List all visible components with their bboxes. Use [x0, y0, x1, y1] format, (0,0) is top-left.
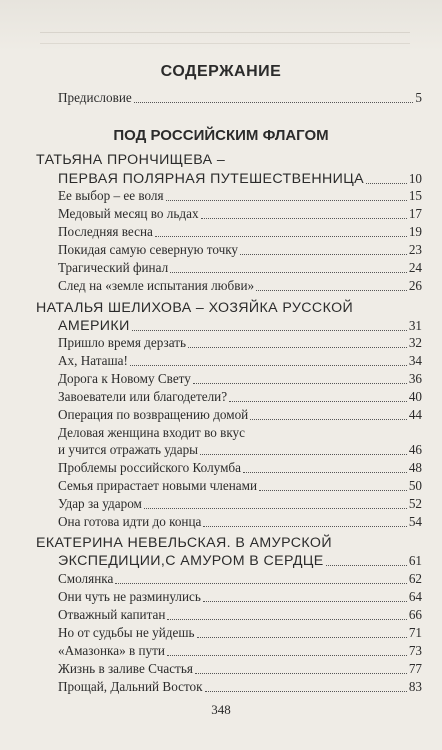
leader-dots: [197, 636, 407, 638]
toc-entry-label: Операция по возвращению домой: [58, 407, 249, 422]
leader-dots: [205, 690, 407, 692]
toc-entry: [58, 589, 422, 605]
toc-entry-label: Последняя весна: [58, 224, 153, 239]
leader-dots: [256, 289, 407, 291]
toc-entry-label: Предисловие: [58, 90, 132, 105]
toc-entry-label: Ах, Наташа!: [58, 353, 128, 368]
toc-entry-page: 52: [408, 496, 422, 511]
leader-dots: [229, 400, 407, 402]
leader-dots: [170, 271, 407, 273]
toc-entry-page: 15: [408, 188, 422, 203]
toc-entry-label: Трагический финал: [58, 260, 169, 275]
toc-entry-page: 32: [408, 335, 422, 350]
toc-entry-label: Прощай, Дальний Восток: [58, 679, 203, 694]
toc-entry-page: 36: [408, 371, 422, 386]
toc-entry-label: Пришло время дерзать: [58, 335, 186, 350]
toc-entry-page: 77: [408, 661, 422, 676]
leader-dots: [195, 672, 407, 674]
toc-entry-label: След на «земле испытания любви»: [58, 278, 255, 293]
leader-dots: [132, 329, 407, 331]
toc-entry-page: 73: [408, 643, 422, 658]
toc-entry-label: «Амазонка» в пути: [58, 643, 165, 658]
toc-entry-page: 24: [408, 260, 422, 275]
leader-dots: [167, 618, 406, 620]
toc-entry-label: Она готова идти до конца: [58, 514, 202, 529]
leader-dots: [240, 253, 407, 255]
toc-entry: [58, 625, 422, 641]
leader-dots: [201, 217, 407, 219]
toc-entry-page: 5: [415, 90, 422, 105]
toc-entry-label: Удар за ударом: [58, 496, 142, 511]
toc-entry-label: Дорога к Новому Свету: [58, 371, 191, 386]
page-top-shadow: [0, 0, 442, 52]
leader-dots: [243, 471, 407, 473]
toc-entry-page: 66: [408, 607, 422, 622]
toc-entry-label: Смолянка: [58, 571, 114, 586]
leader-dots: [115, 582, 406, 584]
leader-dots: [188, 346, 407, 348]
chapter-heading-line2: ЭКСПЕДИЦИИ,С АМУРОМ В СЕРДЦЕ: [58, 553, 324, 569]
leader-dots: [166, 199, 407, 201]
toc-entry-page: 19: [408, 224, 422, 239]
leader-dots: [155, 235, 407, 237]
toc-entry-page: 83: [408, 679, 422, 694]
chapter-heading-row: [58, 318, 422, 334]
toc-entry-page: 17: [408, 206, 422, 221]
toc-entry-page: 54: [408, 514, 422, 529]
toc-entry-label: Медовый месяц во льдах: [58, 206, 199, 221]
toc-entry: [58, 335, 422, 351]
chapter-heading-line1: НАТАЛЬЯ ШЕЛИХОВА – ХОЗЯЙКА РУССКОЙ: [36, 300, 354, 316]
leader-dots: [144, 507, 407, 509]
toc-entry: [58, 643, 422, 659]
toc-entry: [58, 496, 422, 512]
toc-entry-page: 40: [408, 389, 422, 404]
toc-entry: [58, 206, 422, 222]
toc-entry-page: 26: [408, 278, 422, 293]
leader-dots: [193, 382, 407, 384]
toc-entry: [58, 224, 422, 240]
leader-dots: [134, 101, 414, 103]
chapter-heading-line2: АМЕРИКИ: [58, 318, 130, 334]
toc-entry-page: 31: [408, 318, 422, 333]
chapter-heading-row: [58, 553, 422, 569]
toc-entry-page: 44: [408, 407, 422, 422]
toc-entry-page: 48: [408, 460, 422, 475]
toc-entry-label: Завоеватели или благодетели?: [58, 389, 228, 404]
toc-entry-label: Отважный капитан: [58, 607, 166, 622]
page-title: СОДЕРЖАНИЕ: [160, 63, 282, 80]
toc-entry-page: 64: [408, 589, 422, 604]
toc-entry-label: Ее выбор – ее воля: [58, 188, 164, 203]
toc-entry-label: Они чуть не разминулись: [58, 589, 201, 604]
leader-dots: [203, 600, 407, 602]
toc-entry: [58, 353, 422, 369]
toc-entry-page: 46: [408, 442, 422, 457]
leader-dots: [250, 418, 407, 420]
toc-entry-page: 23: [408, 242, 422, 257]
toc-entry: [58, 571, 422, 587]
toc-entry-preface: [58, 90, 422, 106]
toc-entry: [58, 242, 422, 258]
toc-entry: [58, 679, 422, 695]
toc-entry-page: 10: [408, 171, 422, 186]
toc-entry-label: Семья прирастает новыми членами: [58, 478, 258, 493]
toc-entry-page: 61: [408, 553, 422, 568]
chapter-heading-row: [58, 171, 422, 187]
leader-dots: [366, 182, 407, 184]
toc-entry-label-line1: Деловая женщина входит во вкус: [58, 425, 245, 440]
toc-entry: [58, 278, 422, 294]
leader-dots: [326, 564, 407, 566]
section-title: ПОД РОССИЙСКИМ ФЛАГОМ: [113, 127, 329, 144]
leader-dots: [130, 364, 407, 366]
toc-entry: [58, 188, 422, 204]
chapter-heading-line1: ЕКАТЕРИНА НЕВЕЛЬСКАЯ. В АМУРСКОЙ: [36, 535, 332, 551]
page-number: 348: [211, 702, 231, 717]
toc-entry-label: Но от судьбы не уйдешь: [58, 625, 195, 640]
leader-dots: [167, 654, 407, 656]
toc-entry: [58, 442, 422, 458]
toc-entry: [58, 478, 422, 494]
toc-entry: [58, 389, 422, 405]
leader-dots: [259, 489, 407, 491]
toc-entry: [58, 607, 422, 623]
toc-entry: [58, 371, 422, 387]
toc-entry: [58, 407, 422, 423]
toc-entry-label: Жизнь в заливе Счастья: [58, 661, 193, 676]
toc-entry-label: Проблемы российского Колумба: [58, 460, 241, 475]
toc-entry-page: 71: [408, 625, 422, 640]
chapter-heading-line1: ТАТЬЯНА ПРОНЧИЩЕВА –: [36, 152, 226, 168]
chapter-heading-line2: ПЕРВАЯ ПОЛЯРНАЯ ПУТЕШЕСТВЕННИЦА: [58, 171, 364, 187]
leader-dots: [203, 525, 406, 527]
show-through-band: [40, 32, 410, 44]
toc-entry: [58, 460, 422, 476]
toc-entry-page: 62: [408, 571, 422, 586]
toc-entry: [58, 661, 422, 677]
toc-entry: [58, 514, 422, 530]
toc-entry-page: 34: [408, 353, 422, 368]
toc-entry-page: 50: [408, 478, 422, 493]
toc-entry-label-line2: и учится отражать удары: [58, 442, 199, 457]
toc-entry-label: Покидая самую северную точку: [58, 242, 239, 257]
leader-dots: [200, 453, 407, 455]
toc-entry: [58, 260, 422, 276]
